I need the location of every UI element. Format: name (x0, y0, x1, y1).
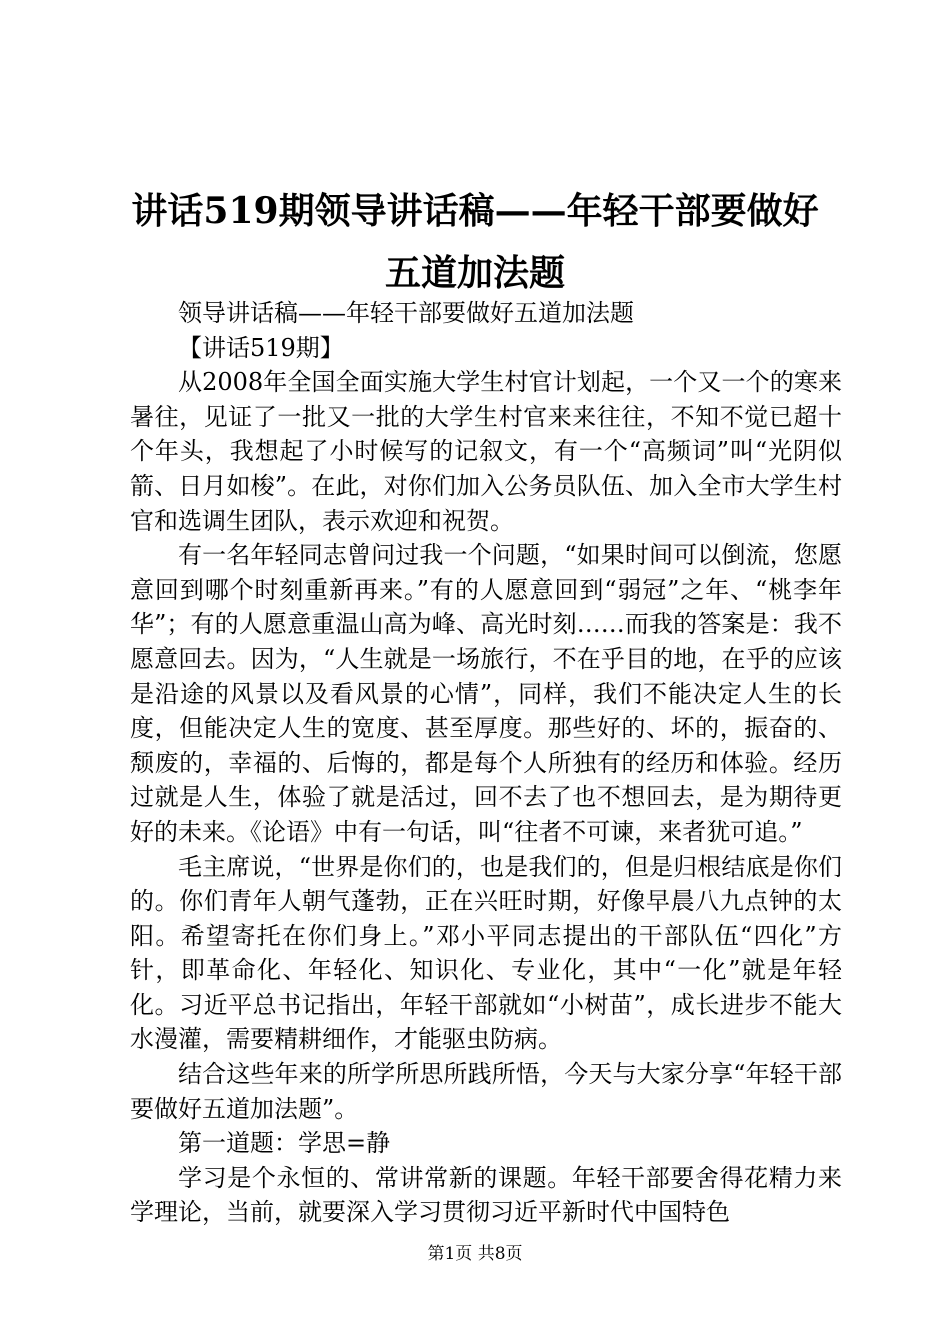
paragraph-subtitle: 领导讲话稿——年轻干部要做好五道加法题 (178, 299, 634, 327)
paragraph: 毛主席说，“世界是你们的，也是我们的，但是归根结底是你们的。你们青年人朝气蓬勃，正在兴旺时期，好像早晨八九点钟的太阳。希望寄托在你们身上。”邓小平同志提出的干部队伍“四化”方针，即革命化、年轻化、知识化、专业化，其中“一化”就是年轻化。习近平总书记指出，年轻干部就如“小树苗”，成长进步不能大水漫灌，需要精耕细作，才能驱虫防病。 (130, 852, 842, 1054)
section-heading: 第一道题：学思=静 (178, 1129, 391, 1158)
page-footer: 第1页 共8页 (427, 1244, 523, 1264)
document-title: 讲话519期领导讲话稿——年轻干部要做好五道加法题 (131, 190, 819, 294)
paragraph: 从2008年全国全面实施大学生村官计划起，一个又一个的寒来暑往，见证了一批又一批的大学生村官来来往往，不知不觉已超十个年头，我想起了小时候写的记叙文，有一个“高频词”叫“光阴似箭、日月如梭”。在此，对你们加入公务员队伍、加入全市大学生村官和选调生团队，表示欢迎和祝贺。 (130, 368, 842, 535)
paragraph: 有一名年轻同志曾问过我一个问题，“如果时间可以倒流，您愿意回到哪个时刻重新再来。”有的人愿意回到“弱冠”之年、“桃李年华”；有的人愿意重温山高为峰、高光时刻……而我的答案是：我不愿意回去。因为，“人生就是一场旅行，不在乎目的地，在乎的应该是沿途的风景以及看风景的心情”，同样，我们不能决定人生的长度，但能决定人生的宽度、甚至厚度。那些好的、坏的，振奋的、颓废的，幸福的、后悔的，都是每个人所独有的经历和体验。经历过就是人生，体验了就是活过，回不去了也不想回去，是为期待更好的未来。《论语》中有一句话，叫“往者不可谏，来者犹可追。” (130, 541, 842, 846)
paragraph: 结合这些年来的所学所思所践所悟，今天与大家分享“年轻干部要做好五道加法题”。 (130, 1060, 842, 1123)
document-body (130, 296, 842, 1230)
paragraph: 学习是个永恒的、常讲常新的课题。年轻干部要舍得花精力来学理论，当前，就要深入学习贯彻习近平新时代中国特色 (130, 1163, 842, 1227)
paragraph-issue-number: 【讲话519期】 (178, 333, 344, 362)
